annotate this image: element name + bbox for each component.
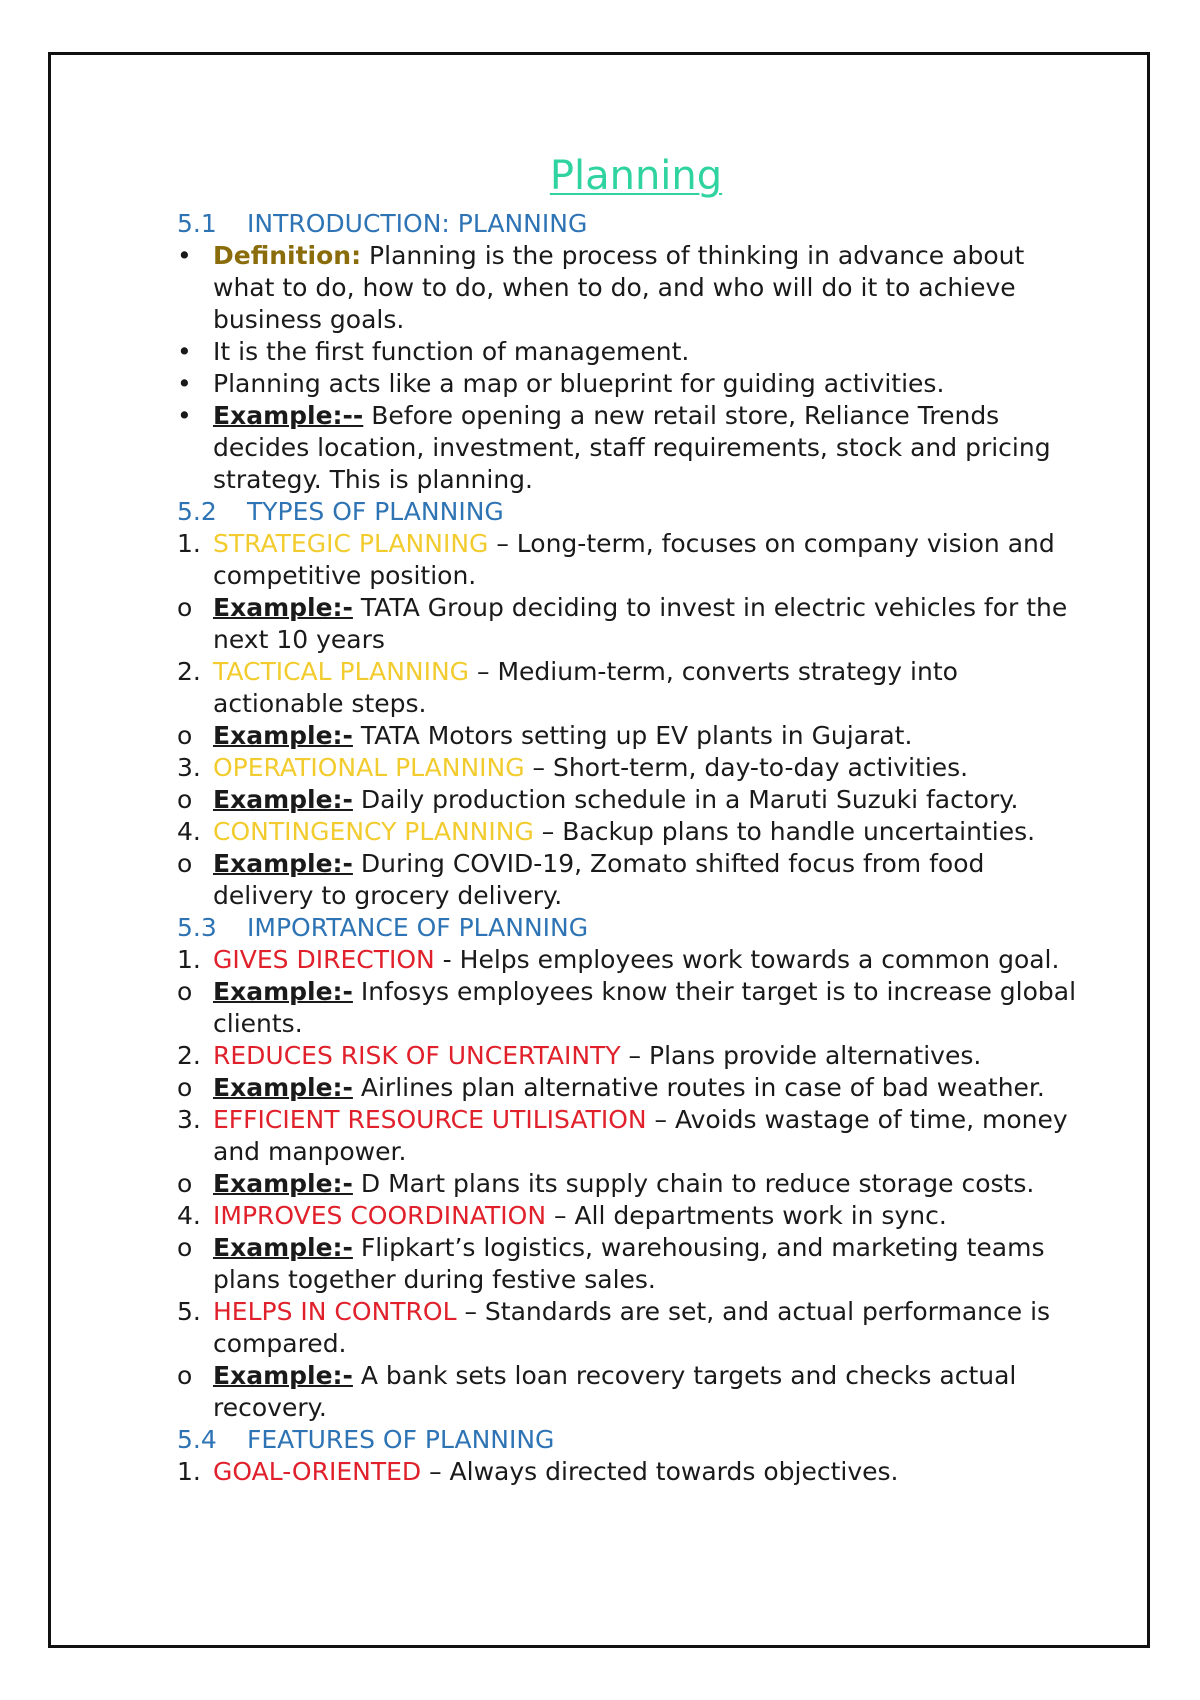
term: GOAL-ORIENTED — [213, 1457, 422, 1486]
bullet-text — [213, 240, 1077, 336]
example-body — [213, 1168, 1077, 1200]
bullet-marker: • — [177, 401, 192, 430]
example-label: Example:- — [213, 1073, 353, 1102]
example-item — [177, 1072, 1077, 1104]
term-description: – Standards are set, and actual performance is compared. — [213, 1297, 1051, 1358]
example-body — [213, 1072, 1077, 1104]
example-text: TATA Group deciding to invest in electric vehicles for the next 10 years — [213, 593, 1068, 654]
list-text — [213, 752, 1077, 784]
example-item — [177, 592, 1077, 656]
term-description: - Helps employees work towards a common goal. — [434, 945, 1060, 974]
example-label: Example:- — [213, 1361, 353, 1390]
sub-bullet-marker: o — [177, 785, 193, 814]
example-label: Example:-- — [213, 401, 364, 430]
example-body — [213, 848, 1077, 912]
list-number: 2. — [177, 1041, 201, 1070]
example-item — [177, 848, 1077, 912]
example-item — [177, 1232, 1077, 1296]
list-item — [177, 752, 1077, 784]
section-title: TYPES OF PLANNING — [247, 497, 504, 526]
bullet-marker: • — [177, 241, 192, 270]
bullet-text: Planning acts like a map or blueprint for guiding activities. — [213, 369, 945, 398]
sub-bullet-marker: o — [177, 1169, 193, 1198]
example-text: Infosys employees know their target is to increase global clients. — [213, 977, 1077, 1038]
section-heading-introduction — [177, 208, 1077, 240]
section-title: IMPORTANCE OF PLANNING — [247, 913, 589, 942]
term-description: – Plans provide alternatives. — [620, 1041, 982, 1070]
term: STRATEGIC PLANNING — [213, 529, 489, 558]
example-label: Example:- — [213, 849, 353, 878]
bullet-item — [177, 400, 1077, 496]
list-text — [213, 656, 1077, 720]
list-number: 1. — [177, 529, 201, 558]
term-description: – Long-term, focuses on company vision and competitive position. — [213, 529, 1055, 590]
bullet-item — [177, 240, 1077, 336]
section-heading-importance — [177, 912, 1077, 944]
section-number: 5.3 — [177, 913, 217, 942]
list-item — [177, 1040, 1077, 1072]
list-item — [177, 1200, 1077, 1232]
list-number: 3. — [177, 753, 201, 782]
bullet-marker: • — [177, 369, 192, 398]
example-body — [213, 592, 1077, 656]
list-item — [177, 944, 1077, 976]
list-item — [177, 1104, 1077, 1168]
list-number: 4. — [177, 817, 201, 846]
list-text — [213, 1296, 1077, 1360]
example-text: During COVID-19, Zomato shifted focus from food delivery to grocery delivery. — [213, 849, 985, 910]
term: EFFICIENT RESOURCE UTILISATION — [213, 1105, 647, 1134]
list-text — [213, 1200, 1077, 1232]
definition-text: Planning is the process of thinking in advance about what to do, how to do, when to do, and who will do it to achieve business goals. — [213, 241, 1025, 334]
term-description: – Short-term, day-to-day activities. — [524, 753, 969, 782]
example-text: TATA Motors setting up EV plants in Gujarat. — [352, 721, 913, 750]
list-item — [177, 528, 1077, 592]
section-heading-types — [177, 496, 1077, 528]
example-text: Daily production schedule in a Maruti Suzuki factory. — [352, 785, 1019, 814]
example-item — [177, 784, 1077, 816]
bullet-item — [177, 368, 1077, 400]
example-text: A bank sets loan recovery targets and checks actual recovery. — [213, 1361, 1017, 1422]
example-label: Example:- — [213, 721, 353, 750]
term-description: – Avoids wastage of time, money and manpower. — [213, 1105, 1068, 1166]
example-label: Example:- — [213, 785, 353, 814]
bullet-marker: • — [177, 337, 192, 366]
example-label: Example:- — [213, 1233, 353, 1262]
sub-bullet-marker: o — [177, 593, 193, 622]
example-body — [213, 1360, 1077, 1424]
list-item — [177, 1456, 1077, 1488]
term: HELPS IN CONTROL — [213, 1297, 457, 1326]
list-text — [213, 1104, 1077, 1168]
term: OPERATIONAL PLANNING — [213, 753, 525, 782]
list-text — [213, 528, 1077, 592]
definition-label: Definition: — [213, 241, 362, 270]
sub-bullet-marker: o — [177, 721, 193, 750]
list-number: 1. — [177, 945, 201, 974]
example-item — [177, 1168, 1077, 1200]
example-body — [213, 1232, 1077, 1296]
example-body — [213, 720, 1077, 752]
list-text — [213, 1040, 1077, 1072]
example-body — [213, 784, 1077, 816]
term: GIVES DIRECTION — [213, 945, 435, 974]
section-number: 5.1 — [177, 209, 217, 238]
list-number: 4. — [177, 1201, 201, 1230]
term: CONTINGENCY PLANNING — [213, 817, 534, 846]
term-description: – All departments work in sync. — [546, 1201, 947, 1230]
list-number: 1. — [177, 1457, 201, 1486]
list-number: 3. — [177, 1105, 201, 1134]
example-text: D Mart plans its supply chain to reduce storage costs. — [352, 1169, 1035, 1198]
list-number: 2. — [177, 657, 201, 686]
example-label: Example:- — [213, 977, 353, 1006]
term: TACTICAL PLANNING — [213, 657, 470, 686]
bullet-item — [177, 336, 1077, 368]
example-text: Flipkart’s logistics, warehousing, and marketing teams plans together during festive sales. — [213, 1233, 1045, 1294]
list-item — [177, 816, 1077, 848]
sub-bullet-marker: o — [177, 1361, 193, 1390]
sub-bullet-marker: o — [177, 1233, 193, 1262]
example-label: Example:- — [213, 1169, 353, 1198]
list-item — [177, 656, 1077, 720]
term-description: – Backup plans to handle uncertainties. — [533, 817, 1036, 846]
term: REDUCES RISK OF UNCERTAINTY — [213, 1041, 621, 1070]
section-title: FEATURES OF PLANNING — [247, 1425, 555, 1454]
section-heading-features — [177, 1424, 1077, 1456]
example-text: Before opening a new retail store, Reliance Trends decides location, investment, staff requirements, stock and pricing strategy. This is planning. — [213, 401, 1051, 494]
example-item — [177, 976, 1077, 1040]
term-description: – Medium-term, converts strategy into actionable steps. — [213, 657, 958, 718]
list-text — [213, 944, 1077, 976]
bullet-text — [213, 400, 1077, 496]
list-item — [177, 1296, 1077, 1360]
page-title: Planning — [549, 153, 723, 199]
example-text: Airlines plan alternative routes in case of bad weather. — [352, 1073, 1045, 1102]
sub-bullet-marker: o — [177, 1073, 193, 1102]
section-title: INTRODUCTION: PLANNING — [247, 209, 588, 238]
sub-bullet-marker: o — [177, 849, 193, 878]
section-number: 5.2 — [177, 497, 217, 526]
sub-bullet-marker: o — [177, 977, 193, 1006]
bullet-text: It is the first function of management. — [213, 337, 690, 366]
term: IMPROVES COORDINATION — [213, 1201, 547, 1230]
example-label: Example:- — [213, 593, 353, 622]
list-number: 5. — [177, 1297, 201, 1326]
example-item — [177, 1360, 1077, 1424]
list-text — [213, 1456, 1077, 1488]
list-text — [213, 816, 1077, 848]
document-body — [177, 150, 1077, 1488]
term-description: – Always directed towards objectives. — [421, 1457, 899, 1486]
section-number: 5.4 — [177, 1425, 217, 1454]
example-body — [213, 976, 1077, 1040]
example-item — [177, 720, 1077, 752]
